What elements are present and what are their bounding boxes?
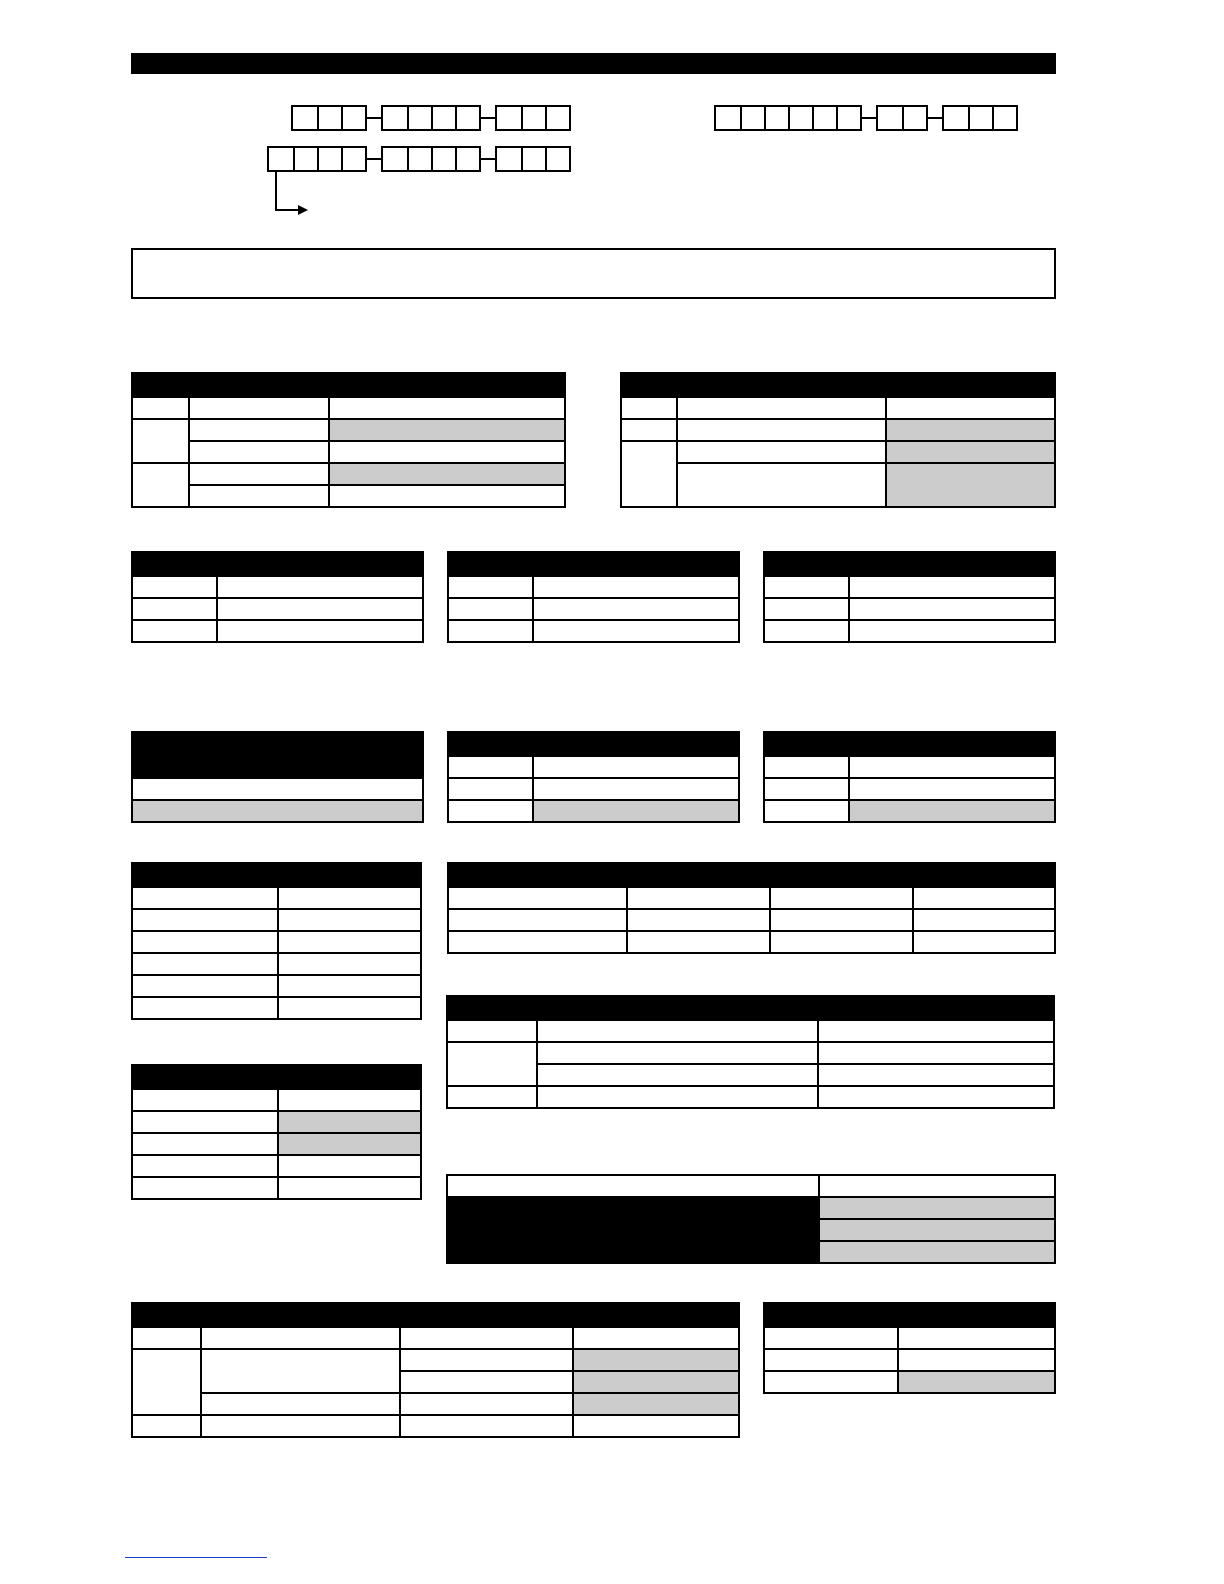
table-cell xyxy=(132,576,217,598)
table-row xyxy=(132,931,421,953)
separator-dash xyxy=(481,158,495,160)
digit-box[interactable] xyxy=(545,148,569,170)
table-cell xyxy=(913,909,1055,931)
table-header xyxy=(448,732,739,756)
digit-box[interactable] xyxy=(836,107,860,129)
table-cell xyxy=(573,1415,739,1437)
table-cell xyxy=(677,397,886,419)
input-cell[interactable] xyxy=(573,1371,739,1393)
table-cell xyxy=(217,598,423,620)
table-cell xyxy=(132,887,278,909)
table-cell xyxy=(764,1371,898,1393)
table-cell xyxy=(278,953,421,975)
digit-box[interactable] xyxy=(902,107,926,129)
table-cell xyxy=(849,778,1055,800)
table-row xyxy=(132,576,423,598)
digit-box[interactable] xyxy=(317,148,341,170)
table-cell xyxy=(627,887,770,909)
digit-box[interactable] xyxy=(341,107,365,129)
table-header xyxy=(132,1065,421,1089)
table-cell xyxy=(278,975,421,997)
table-row xyxy=(132,1349,739,1371)
table-7 xyxy=(447,731,740,823)
arrow-icon xyxy=(268,172,318,220)
table-cell xyxy=(677,419,886,441)
table-13 xyxy=(446,1174,1056,1264)
table-cell xyxy=(537,1042,818,1064)
table-row xyxy=(764,598,1055,620)
table-cell xyxy=(447,1197,819,1219)
digit-group[interactable] xyxy=(714,105,862,131)
table-row xyxy=(132,1327,739,1349)
digit-box[interactable] xyxy=(269,148,293,170)
table-row xyxy=(448,887,1055,909)
table-cell xyxy=(329,485,565,507)
table-cell xyxy=(189,485,329,507)
table-cell xyxy=(201,1393,400,1415)
table-cell xyxy=(132,1111,278,1133)
table-cell xyxy=(818,1086,1054,1108)
table-cell xyxy=(400,1393,573,1415)
table-cell xyxy=(913,931,1055,953)
table-cell xyxy=(278,887,421,909)
title-bar xyxy=(131,53,1056,74)
table-cell xyxy=(819,1175,1055,1197)
table-cell xyxy=(533,598,739,620)
table-header xyxy=(621,373,1055,397)
table-row xyxy=(132,1089,421,1111)
table-row xyxy=(132,397,565,419)
input-cell[interactable] xyxy=(849,800,1055,822)
table-cell xyxy=(217,620,423,642)
digit-box[interactable] xyxy=(764,107,788,129)
table-cell xyxy=(764,576,849,598)
table-row xyxy=(764,800,1055,822)
table-cell xyxy=(189,419,329,441)
table-header xyxy=(448,552,739,576)
table-2 xyxy=(620,372,1056,508)
table-cell xyxy=(537,1086,818,1108)
separator-dash xyxy=(928,117,942,119)
table-cell xyxy=(448,576,533,598)
table-cell xyxy=(677,463,886,507)
digit-group[interactable] xyxy=(942,105,1018,131)
digit-box[interactable] xyxy=(407,148,431,170)
digit-box[interactable] xyxy=(341,148,365,170)
notice-box xyxy=(131,248,1056,299)
digit-box[interactable] xyxy=(545,107,569,129)
table-cell xyxy=(913,887,1055,909)
code-entry-a[interactable] xyxy=(291,105,571,131)
table-cell xyxy=(627,909,770,931)
table-row xyxy=(447,1064,1054,1086)
digit-box[interactable] xyxy=(455,107,479,129)
table-row xyxy=(132,1133,421,1155)
table-header xyxy=(764,732,1055,756)
table-row xyxy=(764,1349,1055,1371)
digit-box[interactable] xyxy=(812,107,836,129)
digit-group[interactable] xyxy=(381,146,481,172)
code-entry-c[interactable] xyxy=(714,105,1018,131)
table-cell xyxy=(764,598,849,620)
table-cell xyxy=(448,931,627,953)
table-cell xyxy=(573,1327,739,1349)
table-row xyxy=(132,485,565,507)
input-cell[interactable] xyxy=(819,1241,1055,1263)
table-10 xyxy=(447,862,1056,954)
table-cell xyxy=(132,997,278,1019)
table-3 xyxy=(131,551,424,643)
table-cell xyxy=(448,598,533,620)
table-cell xyxy=(329,397,565,419)
table-cell xyxy=(448,909,627,931)
digit-box[interactable] xyxy=(788,107,812,129)
table-cell xyxy=(770,909,913,931)
table-15 xyxy=(763,1302,1056,1394)
table-cell xyxy=(447,1241,819,1263)
table-cell xyxy=(764,778,849,800)
table-cell xyxy=(533,778,739,800)
table-cell xyxy=(770,887,913,909)
table-header xyxy=(764,1303,1055,1327)
digit-box[interactable] xyxy=(317,107,341,129)
table-header xyxy=(913,863,1055,887)
table-cell xyxy=(537,1020,818,1042)
digit-box[interactable] xyxy=(521,107,545,129)
table-cell xyxy=(447,1020,537,1042)
table-row xyxy=(132,1155,421,1177)
table-header xyxy=(448,863,913,887)
table-row xyxy=(621,463,1055,507)
table-row xyxy=(132,598,423,620)
table-row xyxy=(621,419,1055,441)
table-row xyxy=(764,778,1055,800)
table-cell xyxy=(189,397,329,419)
table-row xyxy=(132,1177,421,1199)
table-cell xyxy=(278,931,421,953)
table-row xyxy=(447,1042,1054,1064)
table-cell xyxy=(132,1089,278,1111)
table-row xyxy=(132,953,421,975)
digit-group[interactable] xyxy=(495,105,571,131)
footer-link[interactable] xyxy=(125,1557,267,1558)
input-cell[interactable] xyxy=(278,1111,421,1133)
table-cell xyxy=(627,931,770,953)
table-cell xyxy=(533,756,739,778)
table-row xyxy=(447,1241,1055,1263)
table-row xyxy=(764,1371,1055,1393)
table-1 xyxy=(131,372,566,508)
table-cell xyxy=(448,620,533,642)
table-header xyxy=(132,373,565,397)
table-cell xyxy=(764,800,849,822)
table-cell xyxy=(447,1219,819,1241)
table-cell xyxy=(764,756,849,778)
table-8 xyxy=(763,731,1056,823)
digit-box[interactable] xyxy=(293,148,317,170)
digit-group[interactable] xyxy=(876,105,928,131)
table-cell xyxy=(849,598,1055,620)
digit-box[interactable] xyxy=(716,107,740,129)
table-6 xyxy=(131,731,424,823)
digit-group[interactable] xyxy=(267,146,367,172)
table-row xyxy=(132,1415,739,1437)
table-cell xyxy=(537,1064,818,1086)
table-row xyxy=(764,1327,1055,1349)
table-cell xyxy=(400,1349,573,1371)
table-cell xyxy=(278,1089,421,1111)
table-cell xyxy=(448,778,533,800)
table-cell xyxy=(849,620,1055,642)
input-cell[interactable] xyxy=(898,1371,1055,1393)
table-cell xyxy=(132,419,189,463)
table-cell xyxy=(818,1042,1054,1064)
table-cell xyxy=(132,598,217,620)
input-cell[interactable] xyxy=(819,1219,1055,1241)
table-row xyxy=(448,598,739,620)
separator-dash xyxy=(862,117,876,119)
table-11 xyxy=(446,995,1055,1109)
table-cell xyxy=(400,1415,573,1437)
digit-box[interactable] xyxy=(497,148,521,170)
table-row xyxy=(447,1219,1055,1241)
input-cell[interactable] xyxy=(278,1133,421,1155)
table-cell xyxy=(447,1042,537,1086)
table-row xyxy=(132,620,423,642)
input-cell[interactable] xyxy=(886,463,1055,507)
table-header xyxy=(764,552,1055,576)
digit-box[interactable] xyxy=(383,107,407,129)
digit-group[interactable] xyxy=(495,146,571,172)
digit-box[interactable] xyxy=(944,107,968,129)
digit-box[interactable] xyxy=(455,148,479,170)
table-cell xyxy=(278,909,421,931)
table-cell xyxy=(621,441,677,507)
table-cell xyxy=(448,756,533,778)
digit-box[interactable] xyxy=(740,107,764,129)
table-cell xyxy=(849,756,1055,778)
table-row xyxy=(621,441,1055,463)
table-header xyxy=(132,863,421,887)
table-cell xyxy=(818,1020,1054,1042)
table-cell xyxy=(447,1175,819,1197)
table-row xyxy=(447,1197,1055,1219)
table-header xyxy=(132,732,423,778)
input-cell[interactable] xyxy=(819,1197,1055,1219)
table-cell xyxy=(132,397,189,419)
table-cell xyxy=(764,620,849,642)
separator-dash xyxy=(481,117,495,119)
table-cell xyxy=(132,1177,278,1199)
table-header xyxy=(132,552,423,576)
table-cell xyxy=(132,1349,201,1415)
digit-box[interactable] xyxy=(293,107,317,129)
table-cell xyxy=(677,441,886,463)
table-cell xyxy=(448,887,627,909)
table-row xyxy=(132,800,423,822)
digit-box[interactable] xyxy=(968,107,992,129)
table-row xyxy=(132,1111,421,1133)
table-cell xyxy=(764,1349,898,1371)
table-cell xyxy=(533,620,739,642)
table-row xyxy=(448,800,739,822)
table-cell xyxy=(278,1155,421,1177)
input-cell[interactable] xyxy=(886,419,1055,441)
table-cell xyxy=(621,419,677,441)
digit-box[interactable] xyxy=(407,107,431,129)
digit-box[interactable] xyxy=(497,107,521,129)
table-row xyxy=(132,778,423,800)
input-cell[interactable] xyxy=(132,800,423,822)
table-cell xyxy=(818,1064,1054,1086)
table-cell xyxy=(898,1327,1055,1349)
table-cell xyxy=(278,997,421,1019)
table-row xyxy=(132,909,421,931)
table-cell xyxy=(447,1086,537,1108)
input-cell[interactable] xyxy=(573,1393,739,1415)
table-row xyxy=(447,1175,1055,1197)
table-row xyxy=(764,756,1055,778)
table-cell xyxy=(770,931,913,953)
separator-dash xyxy=(367,117,381,119)
table-row xyxy=(448,909,1055,931)
table-row xyxy=(132,975,421,997)
table-cell xyxy=(201,1349,400,1393)
input-cell[interactable] xyxy=(886,441,1055,463)
digit-box[interactable] xyxy=(431,107,455,129)
table-row xyxy=(447,1086,1054,1108)
table-4 xyxy=(447,551,740,643)
table-header xyxy=(132,1303,739,1327)
table-row xyxy=(448,931,1055,953)
table-cell xyxy=(132,778,423,800)
digit-box[interactable] xyxy=(878,107,902,129)
table-cell xyxy=(621,397,677,419)
table-cell xyxy=(132,953,278,975)
table-row xyxy=(132,419,565,441)
table-cell xyxy=(132,1133,278,1155)
table-row xyxy=(132,441,565,463)
table-cell xyxy=(132,975,278,997)
digit-box[interactable] xyxy=(431,148,455,170)
table-cell xyxy=(189,463,329,485)
table-cell xyxy=(132,909,278,931)
table-row xyxy=(132,887,421,909)
table-row xyxy=(132,1393,739,1415)
table-cell xyxy=(132,620,217,642)
table-cell xyxy=(400,1327,573,1349)
table-row xyxy=(132,463,565,485)
table-12 xyxy=(131,1064,422,1200)
table-header xyxy=(447,996,1054,1020)
code-entry-b[interactable] xyxy=(267,146,571,172)
input-cell[interactable] xyxy=(573,1349,739,1371)
table-cell xyxy=(898,1349,1055,1371)
table-row xyxy=(448,756,739,778)
table-cell xyxy=(189,441,329,463)
table-cell xyxy=(400,1371,573,1393)
digit-box[interactable] xyxy=(383,148,407,170)
input-cell[interactable] xyxy=(329,463,565,485)
table-cell xyxy=(217,576,423,598)
table-cell xyxy=(132,931,278,953)
table-cell xyxy=(132,1415,201,1437)
input-cell[interactable] xyxy=(329,419,565,441)
table-cell xyxy=(201,1415,400,1437)
table-cell xyxy=(132,1155,278,1177)
table-row xyxy=(132,997,421,1019)
digit-box[interactable] xyxy=(521,148,545,170)
table-14 xyxy=(131,1302,740,1438)
table-row xyxy=(448,576,739,598)
table-9 xyxy=(131,862,422,1020)
table-row xyxy=(764,620,1055,642)
table-cell xyxy=(132,463,189,507)
table-cell xyxy=(132,1327,201,1349)
input-cell[interactable] xyxy=(533,800,739,822)
table-row xyxy=(621,397,1055,419)
table-cell xyxy=(533,576,739,598)
table-row xyxy=(764,576,1055,598)
separator-dash xyxy=(367,158,381,160)
table-row xyxy=(447,1020,1054,1042)
digit-box[interactable] xyxy=(992,107,1016,129)
table-cell xyxy=(448,800,533,822)
table-cell xyxy=(886,397,1055,419)
digit-group[interactable] xyxy=(381,105,481,131)
table-row xyxy=(448,620,739,642)
table-cell xyxy=(329,441,565,463)
table-cell xyxy=(764,1327,898,1349)
table-5 xyxy=(763,551,1056,643)
table-cell xyxy=(278,1177,421,1199)
table-cell xyxy=(849,576,1055,598)
table-cell xyxy=(201,1327,400,1349)
digit-group[interactable] xyxy=(291,105,367,131)
table-row xyxy=(448,778,739,800)
